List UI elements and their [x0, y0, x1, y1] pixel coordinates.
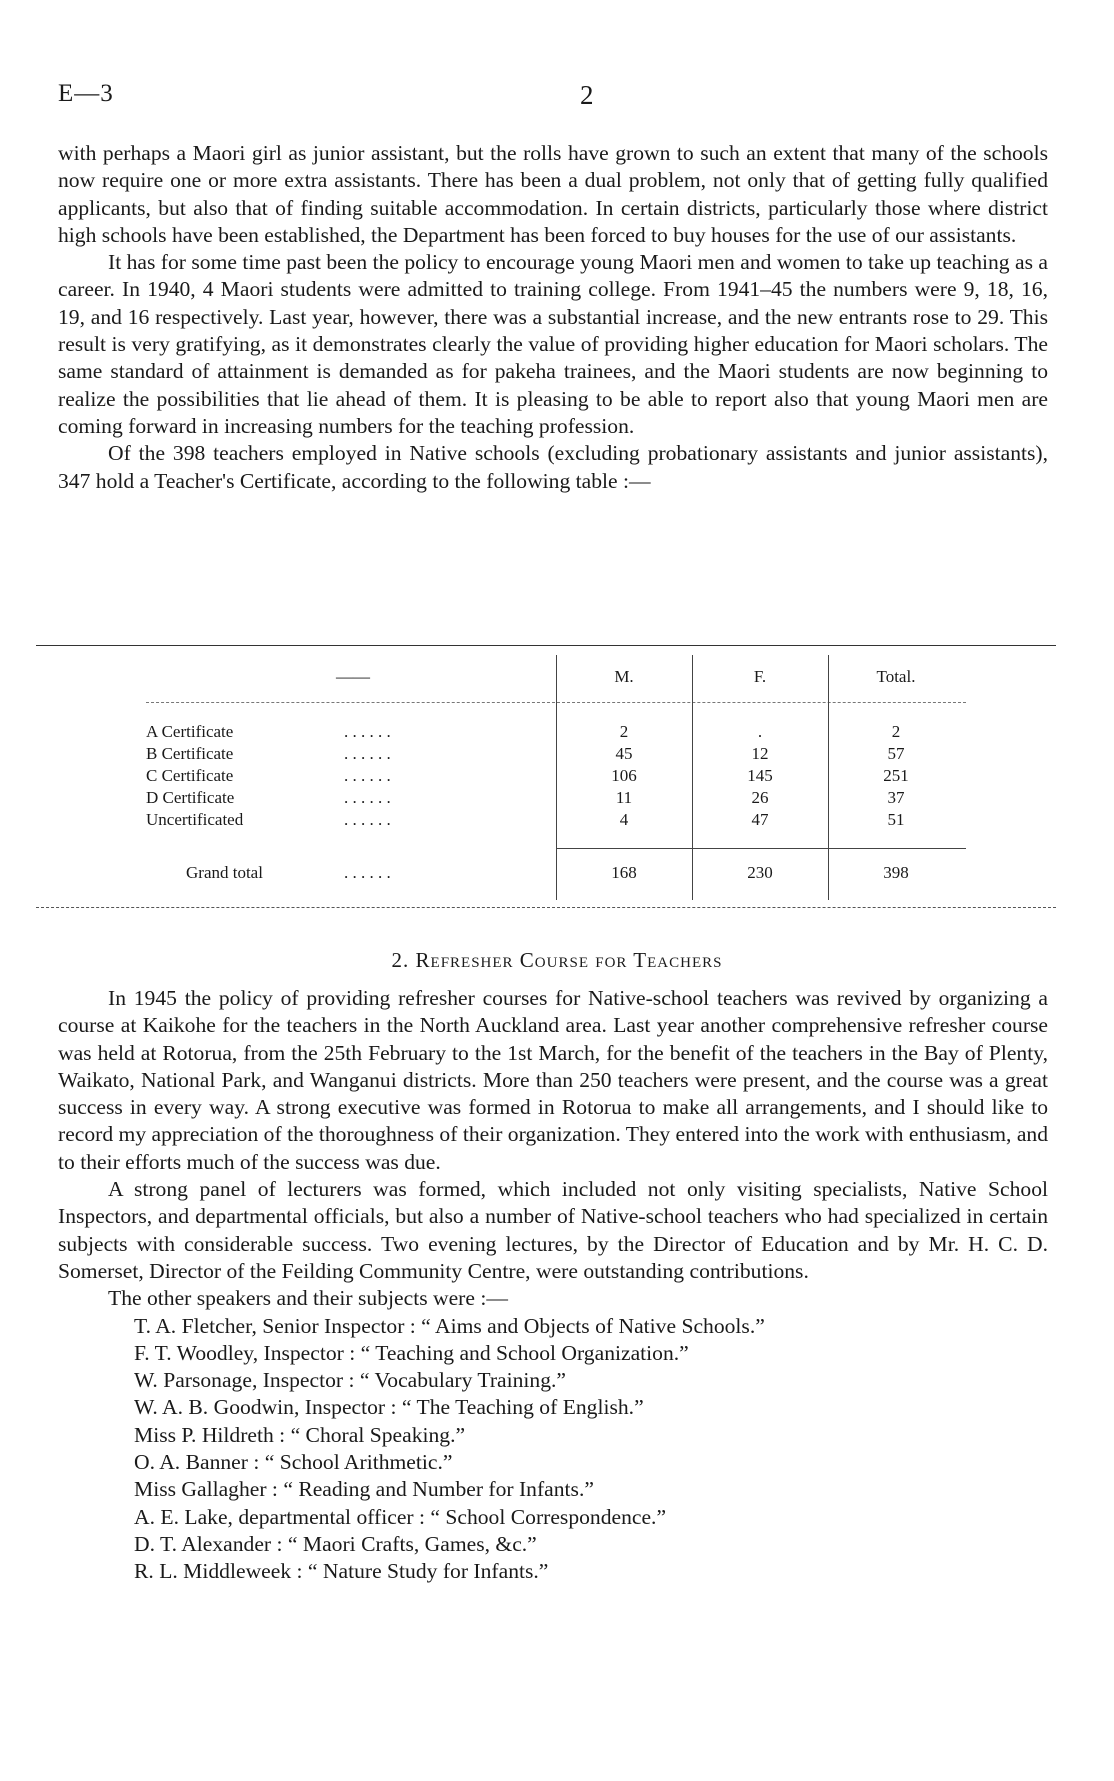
- grand-total-female: 230: [747, 863, 773, 882]
- cell-total: 2: [891, 722, 901, 741]
- list-item: W. A. B. Goodwin, Inspector : “ The Teaching of English.”: [134, 1395, 644, 1420]
- certificate-table: [36, 645, 1056, 910]
- table-total-rule: [556, 848, 966, 849]
- section-heading: 2. Refresher Course for Teachers: [391, 948, 723, 972]
- leader-dots: . . . . . .: [344, 766, 391, 785]
- leader-dots: . . . . . .: [344, 863, 391, 882]
- column-divider: [692, 655, 693, 900]
- cell-male: 11: [615, 788, 633, 807]
- header-male: M.: [614, 667, 634, 686]
- cell-female: 145: [747, 766, 773, 785]
- paragraph: A strong panel of lecturers was formed, which included not only visiting specialists, Native School Inspectors, and departmental officials, but also a number of Native-school teachers who had specialized in certain subjects with considerable success. Two evening lectures, by the Director of Education and by Mr. H. C. D. Somerset, Director of the Feilding Community Centre, were outstanding contributions.: [58, 1177, 1048, 1283]
- cell-female: .: [757, 722, 763, 741]
- list-item: F. T. Woodley, Inspector : “ Teaching and School Organization.”: [134, 1340, 689, 1365]
- grand-total-male: 168: [611, 863, 637, 882]
- list-item: O. A. Banner : “ School Arithmetic.”: [134, 1450, 453, 1475]
- row-label: C Certificate: [146, 766, 234, 785]
- leader-dots: . . . . . .: [344, 722, 391, 741]
- list-item: W. Parsonage, Inspector : “ Vocabulary Training.”: [134, 1368, 566, 1393]
- speaker-list: [58, 1313, 1048, 1586]
- column-divider: [828, 655, 829, 900]
- list-item: R. L. Middleweek : “ Nature Study for Infants.”: [134, 1559, 549, 1584]
- list-item: D. T. Alexander : “ Maori Crafts, Games, &c.”: [134, 1531, 537, 1556]
- body-text-top: [58, 140, 1048, 495]
- page-number: 2: [580, 80, 594, 110]
- leader-dots: . . . . . .: [344, 744, 391, 763]
- cell-male: 106: [611, 766, 637, 785]
- table-bottom-rule: [36, 907, 1056, 908]
- list-item: Miss P. Hildreth : “ Choral Speaking.”: [134, 1422, 466, 1447]
- leader-dots: . . . . . .: [344, 810, 391, 829]
- paragraph: with perhaps a Maori girl as junior assistant, but the rolls have grown to such an extent that many of the schools now require one or more extra assistants. There has been a dual problem, not only that of getting fully qualified applicants, but also that of finding suitable accommodation. In certain districts, particularly those where district high schools have been established, the Department has been forced to buy houses for the use of our assistants.: [58, 141, 1048, 247]
- row-label: B Certificate: [146, 744, 234, 763]
- header-female: F.: [753, 667, 767, 686]
- header-label: ——: [336, 667, 370, 686]
- paragraph: The other speakers and their subjects were :—: [108, 1286, 508, 1311]
- table-top-rule: [36, 645, 1056, 646]
- cell-total: 37: [887, 788, 905, 807]
- page-header: [58, 80, 1048, 114]
- leader-dots: . . . . . .: [344, 788, 391, 807]
- list-item: Miss Gallagher : “ Reading and Number for Infants.”: [134, 1477, 594, 1502]
- grand-total-total: 398: [883, 863, 909, 882]
- list-item: T. A. Fletcher, Senior Inspector : “ Aims and Objects of Native Schools.”: [134, 1313, 765, 1338]
- cell-female: 47: [751, 810, 769, 829]
- row-label: A Certificate: [146, 722, 234, 741]
- row-label: D Certificate: [146, 788, 235, 807]
- paragraph: In 1945 the policy of providing refresher courses for Native-school teachers was revived by organizing a course at Kaikohe for the teachers in the North Auckland area. Last year another comprehensive refresher course was held at Rotorua, from the 25th February to the 1st March, for the benefit of the teachers in the Bay of Plenty, Waikato, National Park, and Wanganui districts. More than 250 teachers were present, and the course was a great success in every way. A strong executive was formed in Rotorua to make all arrangements, and I should like to record my appreciation of the thoroughness of their organization. They entered into the work with enthusiasm, and to their efforts much of the success was due.: [58, 986, 1048, 1174]
- cell-male: 2: [619, 722, 629, 741]
- cell-female: 26: [751, 788, 769, 807]
- cell-female: 12: [751, 744, 769, 763]
- cell-total: 57: [887, 744, 905, 763]
- cell-total: 251: [883, 766, 909, 785]
- row-label: Uncertificated: [146, 810, 244, 829]
- cell-male: 4: [619, 810, 629, 829]
- body-text-bottom: [58, 985, 1048, 1586]
- cell-male: 45: [615, 744, 633, 763]
- cell-total: 51: [887, 810, 905, 829]
- list-item: A. E. Lake, departmental officer : “ School Correspondence.”: [134, 1504, 667, 1529]
- paragraph: Of the 398 teachers employed in Native schools (excluding probationary assistants and junior assistants), 347 hold a Teacher's Certificate, according to the following table :—: [58, 441, 1048, 493]
- column-divider: [556, 655, 557, 900]
- grand-total-label: Grand total: [186, 863, 263, 882]
- header-total: Total.: [876, 667, 916, 686]
- paragraph: It has for some time past been the policy to encourage young Maori men and women to take up teaching as a career. In 1940, 4 Maori students were admitted to training college. From 1941–45 the numbers were 9, 18, 16, 19, and 16 respectively. Last year, however, there was a substantial increase, and the new entrants rose to 29. This result is very gratifying, as it demonstrates clearly the value of providing higher education for Maori scholars. The same standard of attainment is demanded as for pakeha trainees, and the Maori students are now beginning to realize the possibilities that lie ahead of them. It is pleasing to be able to report also that young Maori men are coming forward in increasing numbers for the teaching profession.: [58, 250, 1048, 438]
- report-reference: E—3: [58, 80, 114, 107]
